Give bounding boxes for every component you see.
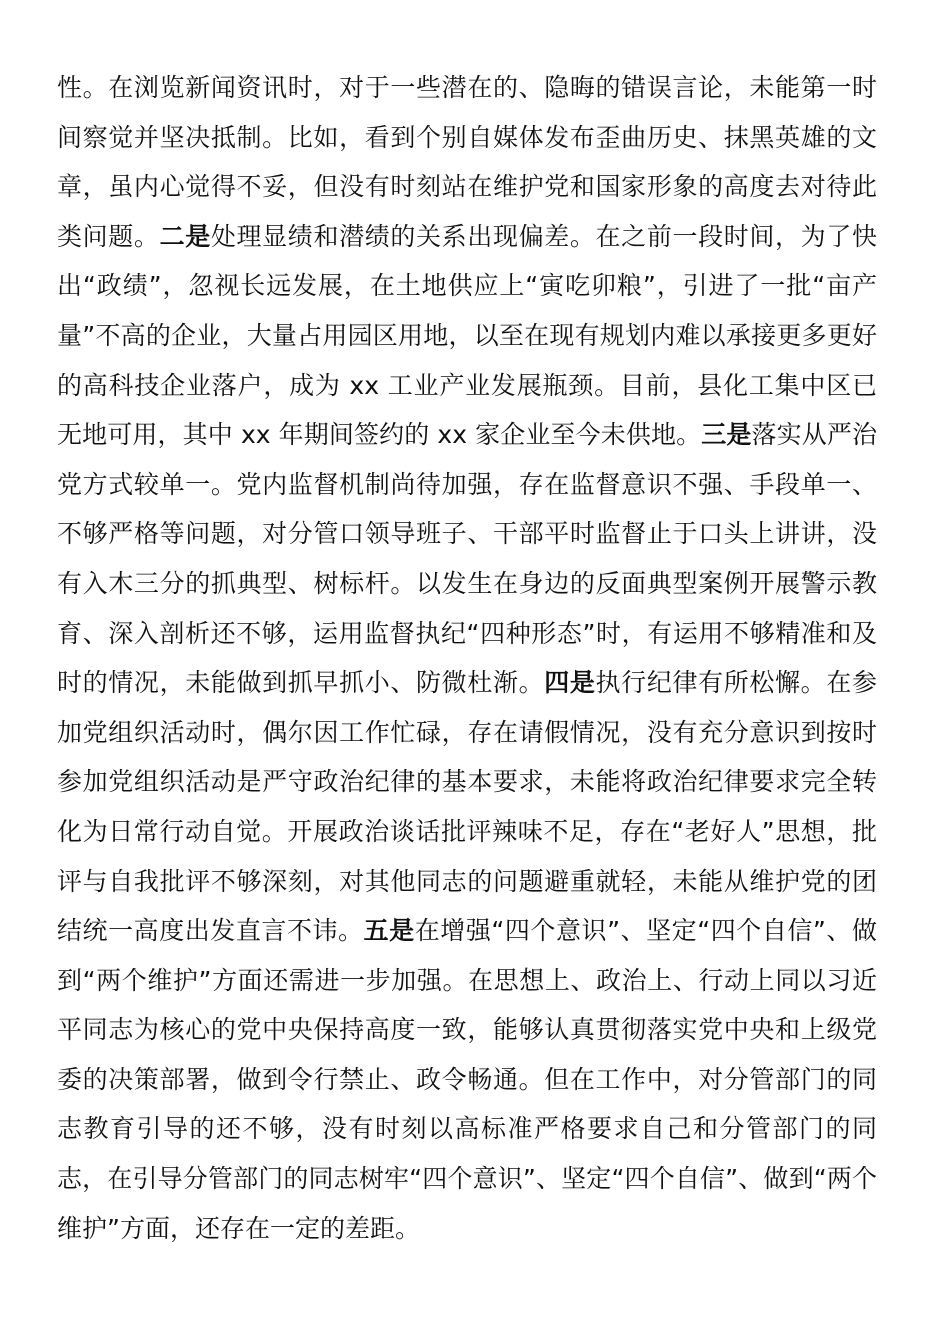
- body-paragraph: [57, 63, 877, 1253]
- point-marker-2: 二是: [159, 221, 211, 251]
- point-marker-4: 四是: [544, 668, 596, 698]
- text-segment: 处理显绩和潜绩的关系出现偏差。在之前一段时间，为了快出“政绩”，忽视长远发展，在土地供应上“寅吃卯粮”，引进了一批“亩产量”不高的企业，大量占用园区用地，以至在现有规划内难以承接更多更好的高科技企业落户，成为 xx 工业产业发展瓶颈。目前，县化工集中区已无地可用，其中 xx 年期间签约的 xx 家企业至今未供地。: [57, 221, 877, 450]
- text-segment: 落实从严治党方式较单一。党内监督机制尚待加强，存在监督意识不强、手段单一、不够严格等问题，对分管口领导班子、干部平时监督止于口头上讲讲，没有入木三分的抓典型、树标杆。以发生在身边的反面典型案例开展警示教育、深入剖析还不够，运用监督执纪“四种形态”时，有运用不够精准和及时的情况，未能做到抓早抓小、防微杜渐。: [57, 420, 877, 698]
- text-segment: 执行纪律有所松懈。在参加党组织活动时，偶尔因工作忙碌，存在请假情况，没有充分意识到按时参加党组织活动是严守政治纪律的基本要求，未能将政治纪律要求完全转化为日常行动自觉。开展政治谈话批评辣味不足，存在“老好人”思想，批评与自我批评不够深刻，对其他同志的问题避重就轻，未能从维护党的团结统一高度出发直言不讳。: [57, 668, 877, 946]
- text-segment: 性。在浏览新闻资讯时，对于一些潜在的、隐晦的错误言论，未能第一时间察觉并坚决抵制。比如，看到个别自媒体发布歪曲历史、抹黑英雄的文章，虽内心觉得不妥，但没有时刻站在维护党和国家形象的高度去对待此类问题。: [57, 73, 877, 251]
- point-marker-3: 三是: [701, 420, 752, 450]
- text-segment: 在增强“四个意识”、坚定“四个自信”、做到“两个维护”方面还需进一步加强。在思想上、政治上、行动上同以习近平同志为核心的党中央保持高度一致，能够认真贯彻落实党中央和上级党委的决策部署，做到令行禁止、政令畅通。但在工作中，对分管部门的同志教育引导的还不够，没有时刻以高标准严格要求自己和分管部门的同志，在引导分管部门的同志树牢“四个意识”、坚定“四个自信”、做到“两个维护”方面，还存在一定的差距。: [57, 916, 877, 1243]
- point-marker-5: 五是: [363, 916, 415, 946]
